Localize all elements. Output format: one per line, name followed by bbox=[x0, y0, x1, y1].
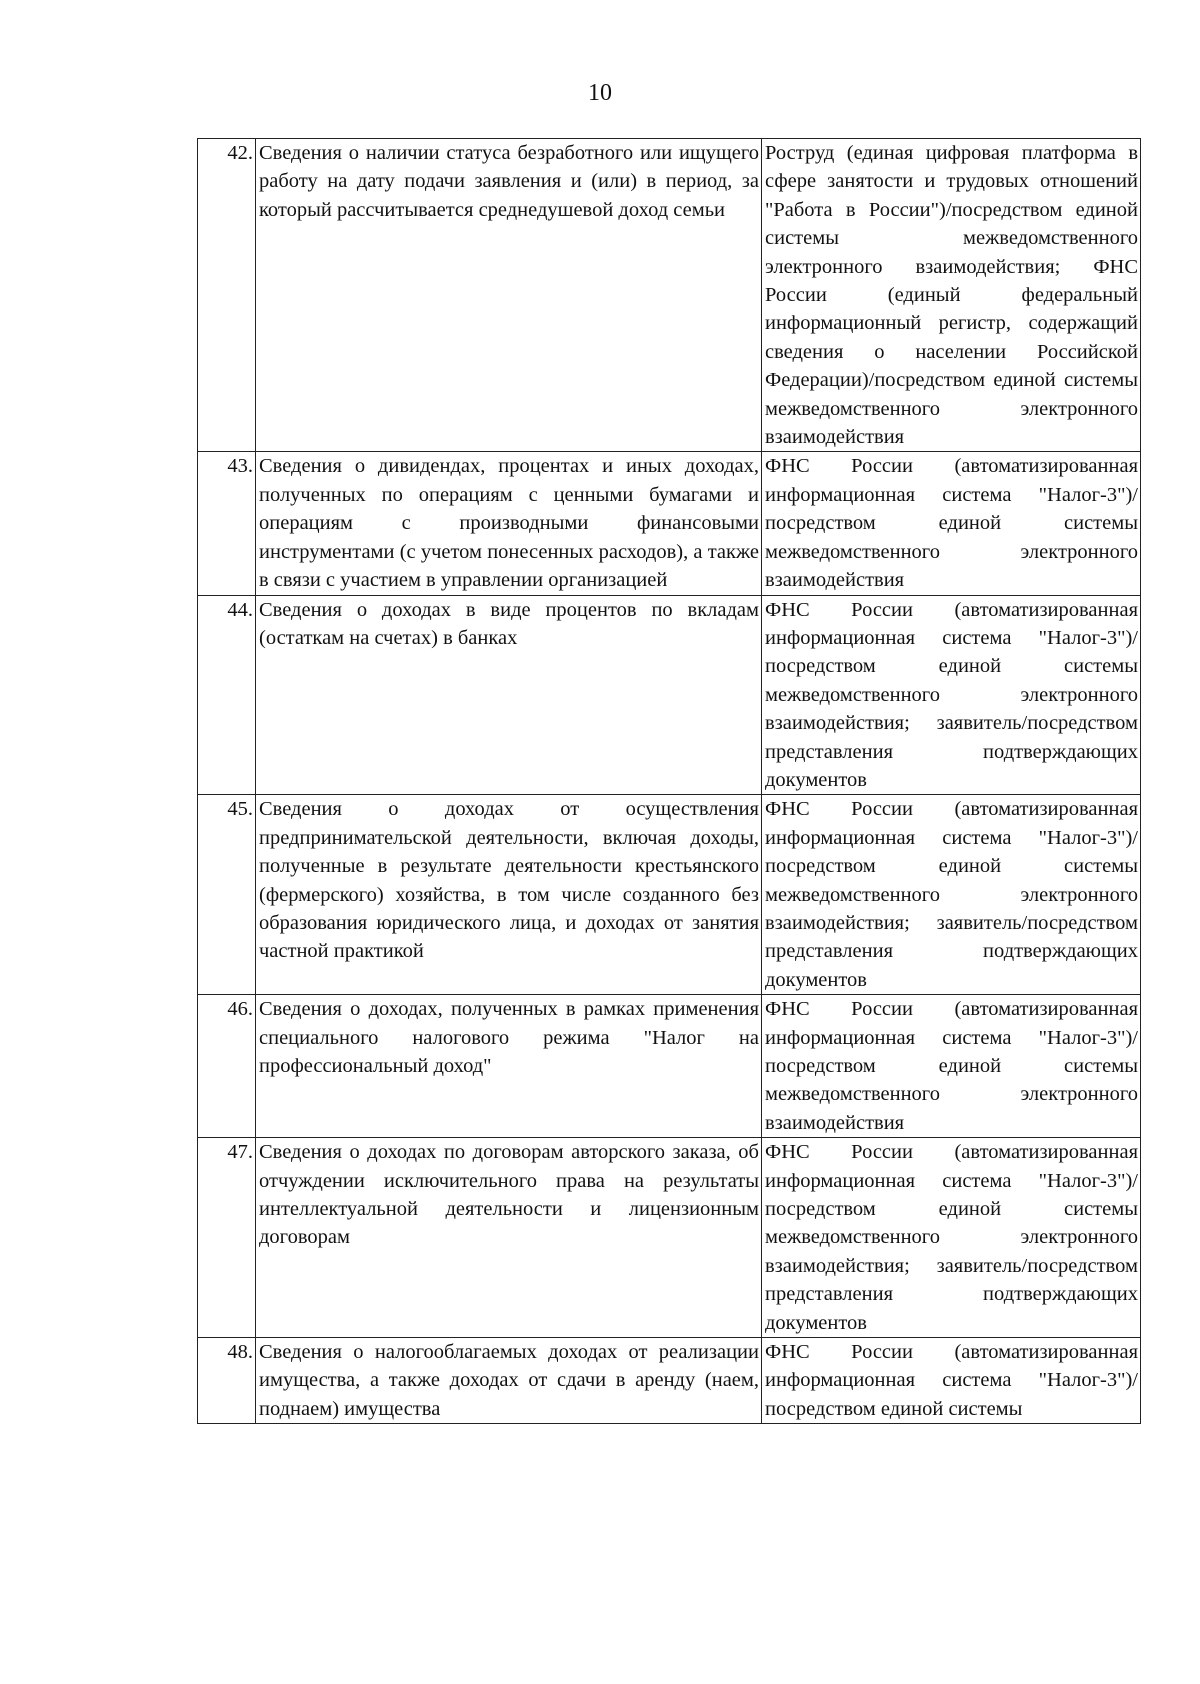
row-source: ФНС России (автоматизированная информационная система "Налог-3")/посредством единой системы bbox=[762, 1338, 1141, 1424]
table-row bbox=[198, 452, 1141, 595]
row-description: Сведения о налогооблагаемых доходах от реализации имущества, а также доходах от сдачи в аренду (наем, поднаем) имущества bbox=[256, 1338, 762, 1424]
table-row bbox=[198, 1338, 1141, 1424]
row-number: 42. bbox=[198, 139, 256, 452]
row-description: Сведения о доходах в виде процентов по вкладам (остаткам на счетах) в банках bbox=[256, 595, 762, 795]
table-row bbox=[198, 139, 1141, 452]
row-source: ФНС России (автоматизированная информационная система "Налог-3")/посредством единой системы межведомственного электронного взаимодействия bbox=[762, 995, 1141, 1138]
row-description: Сведения о доходах от осуществления предпринимательской деятельности, включая доходы, полученные в результате деятельности крестьянского (фермерского) хозяйства, в том числе созданного без образования юридического лица, и доходах от занятия частной практикой bbox=[256, 795, 762, 995]
row-number: 46. bbox=[198, 995, 256, 1138]
page-number: 10 bbox=[588, 80, 612, 106]
row-number: 45. bbox=[198, 795, 256, 995]
row-source: ФНС России (автоматизированная информационная система "Налог-3")/посредством единой системы межведомственного электронного взаимодействия bbox=[762, 452, 1141, 595]
row-number: 44. bbox=[198, 595, 256, 795]
table-row bbox=[198, 995, 1141, 1138]
row-source: ФНС России (автоматизированная информационная система "Налог-3")/посредством единой системы межведомственного электронного взаимодействия; заявитель/посредством представления подтверждающих документов bbox=[762, 1138, 1141, 1338]
table-row bbox=[198, 1138, 1141, 1338]
row-number: 43. bbox=[198, 452, 256, 595]
table-row bbox=[198, 795, 1141, 995]
row-description: Сведения о доходах по договорам авторского заказа, об отчуждении исключительного права на результаты интеллектуальной деятельности и лицензионным договорам bbox=[256, 1138, 762, 1338]
table-row bbox=[198, 595, 1141, 795]
row-source: ФНС России (автоматизированная информационная система "Налог-3")/посредством единой системы межведомственного электронного взаимодействия; заявитель/посредством представления подтверждающих документов bbox=[762, 795, 1141, 995]
row-description: Сведения о доходах, полученных в рамках применения специального налогового режима "Налог на профессиональный доход" bbox=[256, 995, 762, 1138]
row-description: Сведения о наличии статуса безработного или ищущего работу на дату подачи заявления и (или) в период, за который рассчитывается среднедушевой доход семьи bbox=[256, 139, 762, 452]
row-number: 48. bbox=[198, 1338, 256, 1424]
row-number: 47. bbox=[198, 1138, 256, 1338]
document-table bbox=[197, 138, 1141, 1424]
row-source: Роструд (единая цифровая платформа в сфере занятости и трудовых отношений "Работа в России")/посредством единой системы межведомственного электронного взаимодействия; ФНС России (единый федеральный информационный регистр, содержащий сведения о населении Российской Федерации)/посредством единой системы межведомственного электронного взаимодействия bbox=[762, 139, 1141, 452]
row-source: ФНС России (автоматизированная информационная система "Налог-3")/посредством единой системы межведомственного электронного взаимодействия; заявитель/посредством представления подтверждающих документов bbox=[762, 595, 1141, 795]
row-description: Сведения о дивидендах, процентах и иных доходах, полученных по операциям с ценными бумагами и операциям с производными финансовыми инструментами (с учетом понесенных расходов), а также в связи с участием в управлении организацией bbox=[256, 452, 762, 595]
